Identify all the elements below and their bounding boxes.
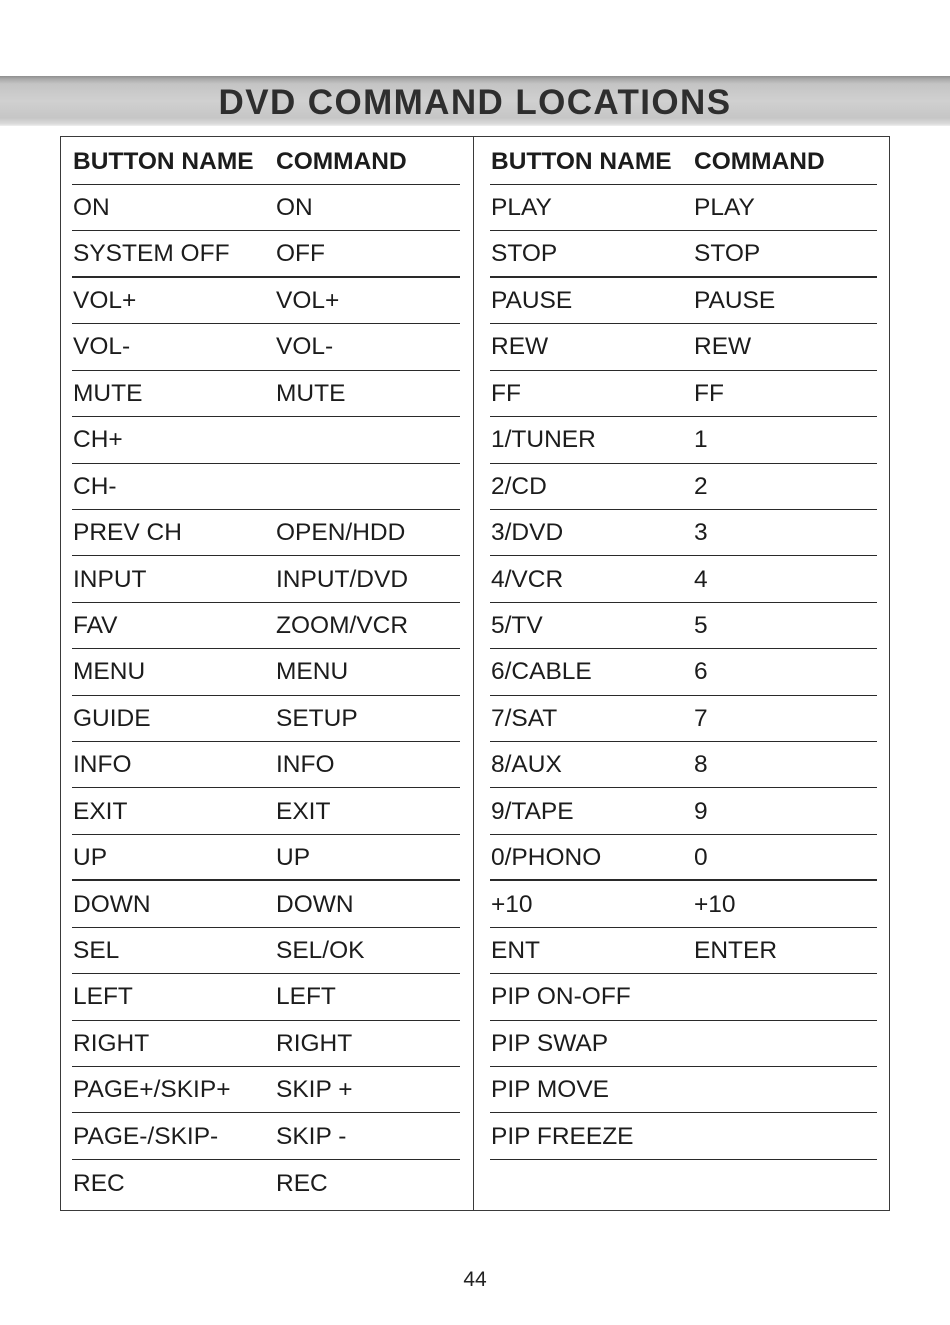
button-name-cell: VOL- bbox=[73, 333, 131, 361]
button-name-cell: 0/PHONO bbox=[491, 843, 602, 871]
command-cell: ENTER bbox=[694, 936, 778, 964]
page-title: DVD COMMAND LOCATIONS bbox=[218, 82, 732, 122]
command-cell: LEFT bbox=[276, 983, 336, 1011]
button-name-cell: PAGE-/SKIP- bbox=[73, 1122, 219, 1150]
table-row bbox=[490, 1067, 877, 1113]
table-row bbox=[490, 881, 877, 927]
header-command: COMMAND bbox=[694, 147, 825, 175]
table-row bbox=[490, 278, 877, 324]
table-row bbox=[72, 464, 460, 510]
table-header bbox=[490, 137, 877, 185]
command-cell: SKIP + bbox=[276, 1076, 353, 1104]
table-row bbox=[490, 231, 877, 277]
title-band bbox=[0, 76, 950, 126]
button-name-cell: INPUT bbox=[73, 565, 147, 593]
command-cell: REC bbox=[276, 1169, 328, 1197]
table-row bbox=[490, 417, 877, 463]
button-name-cell: 9/TAPE bbox=[491, 797, 574, 825]
button-name-cell: PAUSE bbox=[491, 287, 573, 315]
command-cell: PAUSE bbox=[694, 287, 776, 315]
table-row bbox=[490, 742, 877, 788]
button-name-cell: ENT bbox=[491, 936, 540, 964]
button-name-cell: PREV CH bbox=[73, 519, 182, 547]
button-name-cell: GUIDE bbox=[73, 704, 151, 732]
table-row bbox=[490, 649, 877, 695]
command-cell: MUTE bbox=[276, 379, 346, 407]
button-name-cell: 5/TV bbox=[491, 612, 543, 639]
button-name-cell: STOP bbox=[491, 240, 558, 268]
button-name-cell: 4/VCR bbox=[491, 565, 564, 593]
table-row bbox=[490, 835, 877, 881]
command-cell: INPUT/DVD bbox=[276, 565, 409, 593]
table-row bbox=[72, 649, 460, 695]
command-table bbox=[60, 136, 890, 1211]
command-cell: MENU bbox=[276, 658, 349, 686]
table-row bbox=[72, 1113, 460, 1159]
command-cell: ZOOM/VCR bbox=[276, 612, 409, 639]
table-row bbox=[72, 603, 460, 649]
table-right-half bbox=[474, 137, 889, 1210]
button-name-cell: 6/CABLE bbox=[491, 658, 592, 686]
button-name-cell: PAGE+/SKIP+ bbox=[73, 1076, 231, 1104]
button-name-cell: EXIT bbox=[73, 797, 128, 825]
command-cell: PLAY bbox=[694, 194, 755, 222]
table-row bbox=[72, 835, 460, 881]
table-row bbox=[72, 231, 460, 277]
command-cell: DOWN bbox=[276, 890, 354, 918]
table-row bbox=[72, 556, 460, 602]
header-command: COMMAND bbox=[276, 147, 407, 175]
command-cell: 5 bbox=[694, 612, 708, 639]
command-cell: SEL/OK bbox=[276, 936, 365, 964]
command-cell: VOL+ bbox=[276, 287, 340, 315]
button-name-cell: CH- bbox=[73, 472, 117, 500]
table-row bbox=[490, 928, 877, 974]
table-row bbox=[72, 185, 460, 231]
button-name-cell: INFO bbox=[73, 751, 132, 779]
button-name-cell: PIP FREEZE bbox=[491, 1122, 634, 1150]
command-cell: INFO bbox=[276, 751, 335, 779]
table-row bbox=[72, 1067, 460, 1113]
command-cell: VOL- bbox=[276, 333, 334, 361]
table-row bbox=[72, 371, 460, 417]
table-row bbox=[72, 696, 460, 742]
button-name-cell: FAV bbox=[73, 612, 118, 639]
button-name-cell: MUTE bbox=[73, 379, 143, 407]
button-name-cell: 2/CD bbox=[491, 472, 547, 500]
command-list-right bbox=[490, 137, 877, 1160]
table-row bbox=[72, 324, 460, 370]
button-name-cell: +10 bbox=[491, 890, 533, 918]
command-cell: REW bbox=[694, 333, 752, 361]
command-cell: FF bbox=[694, 379, 724, 407]
button-name-cell: REC bbox=[73, 1169, 125, 1197]
command-cell: 0 bbox=[694, 843, 708, 871]
button-name-cell: RIGHT bbox=[73, 1029, 150, 1057]
command-cell: 9 bbox=[694, 797, 708, 825]
table-row bbox=[72, 788, 460, 834]
table-left-half bbox=[61, 137, 474, 1210]
table-row bbox=[72, 742, 460, 788]
command-cell: OFF bbox=[276, 240, 325, 268]
button-name-cell: 7/SAT bbox=[491, 704, 558, 732]
command-cell: ON bbox=[276, 194, 313, 222]
button-name-cell: PIP MOVE bbox=[491, 1076, 610, 1104]
button-name-cell: LEFT bbox=[73, 983, 133, 1011]
command-cell: 4 bbox=[694, 565, 708, 593]
command-cell: +10 bbox=[694, 890, 736, 918]
button-name-cell: VOL+ bbox=[73, 287, 137, 315]
command-cell: 6 bbox=[694, 658, 708, 686]
table-row bbox=[72, 974, 460, 1020]
button-name-cell: UP bbox=[73, 843, 108, 871]
button-name-cell: PLAY bbox=[491, 194, 552, 222]
table-row bbox=[490, 696, 877, 742]
table-row bbox=[72, 928, 460, 974]
command-cell: 7 bbox=[694, 704, 708, 732]
button-name-cell: SYSTEM OFF bbox=[73, 240, 230, 268]
command-cell: EXIT bbox=[276, 797, 331, 825]
button-name-cell: REW bbox=[491, 333, 549, 361]
table-row bbox=[72, 278, 460, 324]
command-cell: RIGHT bbox=[276, 1029, 353, 1057]
table-row bbox=[490, 603, 877, 649]
table-row bbox=[490, 464, 877, 510]
button-name-cell: CH+ bbox=[73, 426, 123, 454]
command-cell: SETUP bbox=[276, 704, 358, 732]
header-button-name: BUTTON NAME bbox=[73, 147, 254, 175]
table-row bbox=[72, 1160, 460, 1206]
button-name-cell: 8/AUX bbox=[491, 751, 562, 779]
button-name-cell: MENU bbox=[73, 658, 146, 686]
button-name-cell: ON bbox=[73, 194, 110, 222]
button-name-cell: DOWN bbox=[73, 890, 151, 918]
table-row bbox=[72, 1021, 460, 1067]
button-name-cell: PIP SWAP bbox=[491, 1029, 609, 1057]
command-cell: 3 bbox=[694, 519, 708, 547]
page-number: 44 bbox=[463, 1268, 487, 1291]
table-header bbox=[72, 137, 460, 185]
button-name-cell: PIP ON-OFF bbox=[491, 983, 631, 1011]
table-row bbox=[490, 1021, 877, 1067]
header-button-name: BUTTON NAME bbox=[491, 147, 672, 175]
table-row bbox=[490, 185, 877, 231]
table-row bbox=[490, 556, 877, 602]
table-row bbox=[72, 881, 460, 927]
table-row bbox=[490, 510, 877, 556]
table-row bbox=[490, 788, 877, 834]
table-row bbox=[490, 324, 877, 370]
button-name-cell: SEL bbox=[73, 936, 120, 964]
table-row bbox=[72, 510, 460, 556]
command-list-left bbox=[72, 137, 460, 1206]
command-cell: 1 bbox=[694, 426, 708, 454]
button-name-cell: 3/DVD bbox=[491, 519, 564, 547]
command-cell: 8 bbox=[694, 751, 708, 779]
table-row bbox=[490, 974, 877, 1020]
table-row bbox=[72, 417, 460, 463]
command-cell: STOP bbox=[694, 240, 761, 268]
table-row bbox=[490, 1113, 877, 1159]
command-cell: SKIP - bbox=[276, 1122, 347, 1150]
command-cell: UP bbox=[276, 843, 311, 871]
button-name-cell: 1/TUNER bbox=[491, 426, 596, 454]
command-cell: OPEN/HDD bbox=[276, 519, 406, 547]
button-name-cell: FF bbox=[491, 379, 521, 407]
command-cell: 2 bbox=[694, 472, 708, 500]
table-row bbox=[490, 371, 877, 417]
